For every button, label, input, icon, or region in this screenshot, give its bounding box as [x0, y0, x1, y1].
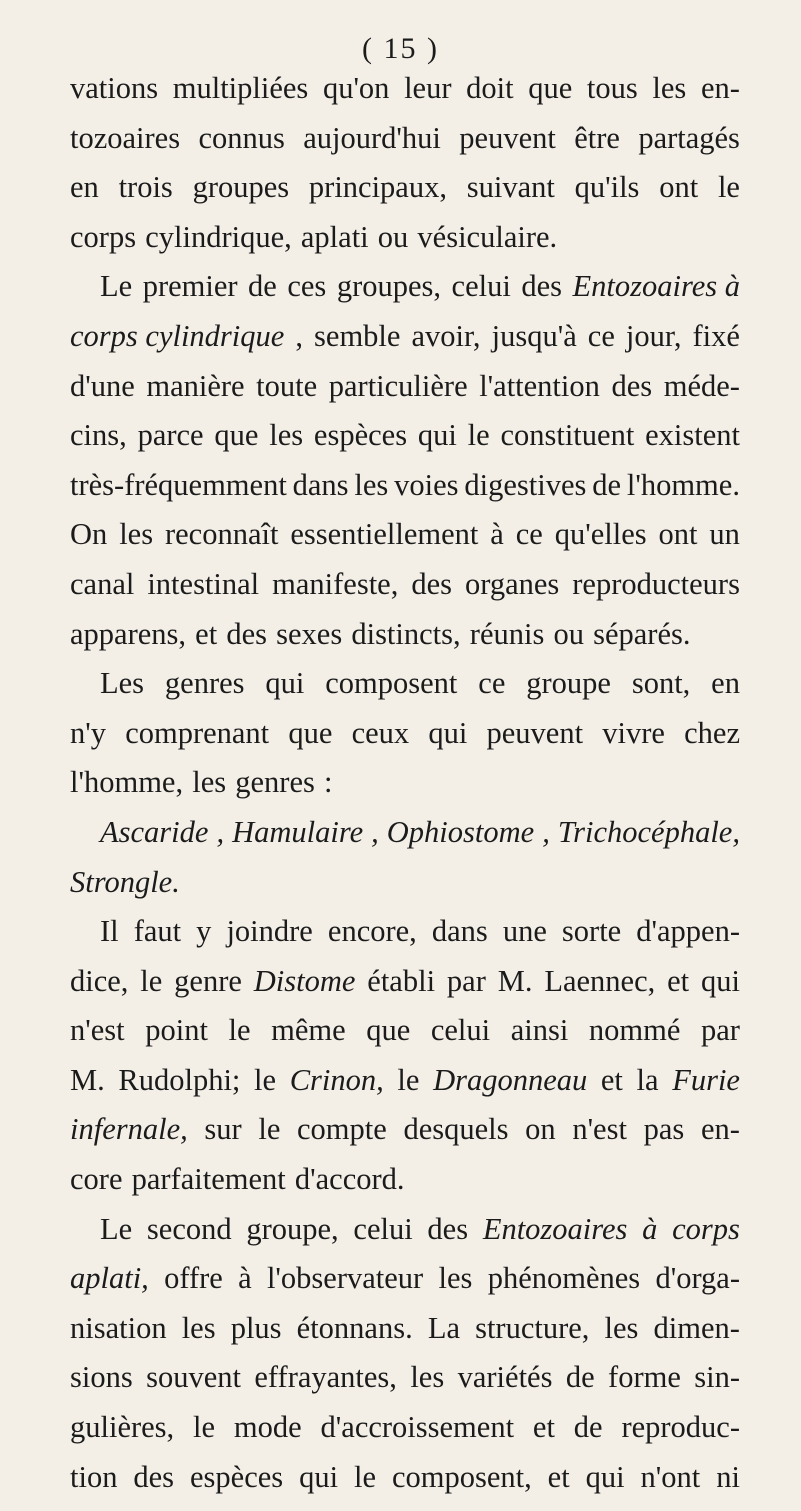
- word: ,: [295, 318, 303, 353]
- word: le: [397, 1062, 420, 1097]
- word: ou: [377, 219, 409, 254]
- word: sions: [70, 1360, 133, 1395]
- word: de: [573, 1410, 603, 1445]
- word: n'y: [70, 715, 106, 750]
- word: vations: [70, 71, 159, 105]
- word: qui: [700, 963, 740, 998]
- word: qui: [265, 666, 305, 701]
- text-line: [70, 411, 740, 461]
- word: les: [604, 1310, 639, 1345]
- word: un: [709, 517, 740, 552]
- word: très-fréquemment: [70, 467, 287, 502]
- word: Les: [100, 666, 145, 701]
- word: celui: [451, 269, 511, 304]
- word: partagés: [638, 120, 740, 155]
- word: Ophiostome: [386, 814, 535, 849]
- text-line: [70, 64, 740, 114]
- word: gulières,: [70, 1410, 175, 1445]
- word: essentiellement: [290, 517, 479, 552]
- word: cins,: [70, 418, 127, 453]
- word: phénomènes: [487, 1261, 641, 1296]
- word: être: [574, 120, 620, 155]
- word: ,: [216, 814, 225, 849]
- word: d'orga-: [655, 1261, 740, 1296]
- word: corps: [672, 1211, 740, 1246]
- word: sorte: [561, 914, 622, 949]
- word: groupes,: [336, 269, 442, 304]
- word: forme: [608, 1360, 681, 1395]
- text-line: [70, 560, 740, 610]
- word: et: [532, 1410, 555, 1445]
- word: canal: [70, 566, 135, 601]
- text-line: [70, 907, 740, 957]
- word: vivre: [602, 715, 665, 750]
- word: d'accord.: [294, 1162, 405, 1197]
- word: espèces: [190, 1459, 284, 1494]
- word: Rudolphi;: [118, 1062, 241, 1097]
- word: M.: [70, 1062, 105, 1097]
- word: séparés.: [593, 616, 691, 651]
- word: existent: [645, 418, 740, 453]
- word: trois: [118, 170, 173, 205]
- word: genres: [164, 666, 245, 701]
- word: des: [427, 1211, 469, 1246]
- word: d'une: [70, 368, 135, 403]
- word: d'appen-: [636, 914, 740, 949]
- word: pas: [643, 1112, 685, 1147]
- word: le: [193, 1410, 216, 1445]
- word: dans: [292, 467, 349, 502]
- word: On: [70, 517, 108, 552]
- text-line: [70, 312, 740, 362]
- word: les: [119, 517, 154, 552]
- text-line: [70, 758, 740, 808]
- word: le: [228, 1013, 251, 1048]
- word: jusqu'à: [491, 318, 577, 353]
- word: :: [324, 765, 333, 800]
- word: parfaitement: [131, 1162, 286, 1197]
- word: cylindrique,: [145, 219, 292, 254]
- word: manifeste,: [272, 566, 399, 601]
- word: les: [192, 765, 227, 800]
- text-line: [70, 163, 740, 213]
- word: à: [642, 1211, 658, 1246]
- word: l'observateur: [266, 1261, 424, 1296]
- word: en-: [700, 1112, 740, 1147]
- text-line: [70, 709, 740, 759]
- word: dimen-: [653, 1310, 740, 1345]
- word: des: [226, 616, 267, 651]
- word: dice,: [70, 963, 129, 998]
- word: le: [354, 1459, 377, 1494]
- word: celui: [353, 1211, 413, 1246]
- word: suivant: [466, 170, 555, 205]
- word: et: [195, 616, 218, 651]
- word: tion: [70, 1459, 118, 1494]
- word: le: [140, 963, 163, 998]
- word: sexes: [276, 616, 343, 651]
- word: sur: [204, 1112, 242, 1147]
- word: le: [254, 1062, 277, 1097]
- word: avoir,: [411, 318, 481, 353]
- word: La: [427, 1310, 460, 1345]
- word: Distome: [253, 963, 356, 998]
- word: espèces: [313, 418, 408, 453]
- text-line: [70, 1254, 740, 1304]
- word: qu'on: [322, 71, 390, 105]
- word: ce: [587, 318, 615, 353]
- word: on: [525, 1112, 556, 1147]
- text-line: [70, 659, 740, 709]
- word: les: [438, 1261, 473, 1296]
- word: intestinal: [147, 566, 260, 601]
- word: variétés: [457, 1360, 553, 1395]
- word: l'homme,: [70, 765, 184, 800]
- word: connus: [198, 120, 285, 155]
- word: reproduc-: [621, 1410, 740, 1445]
- word: les: [269, 418, 304, 453]
- word: Entozoaires: [482, 1211, 628, 1246]
- word: n'est: [70, 1013, 125, 1048]
- word: le: [467, 418, 490, 453]
- word: l'attention: [479, 368, 600, 403]
- text-line: [70, 1453, 740, 1503]
- word: ont: [658, 517, 698, 552]
- word: et: [667, 963, 690, 998]
- word: en: [711, 666, 740, 701]
- word: établi: [367, 963, 436, 998]
- word: les: [652, 71, 687, 105]
- text-line: [70, 1105, 740, 1155]
- word: effrayantes,: [254, 1360, 397, 1395]
- word: d'accroissement: [320, 1410, 515, 1445]
- word: aplati,: [70, 1261, 149, 1296]
- word: et: [547, 1459, 570, 1494]
- word: premier: [142, 269, 238, 304]
- word: Le: [100, 1211, 133, 1246]
- word: les: [181, 1310, 216, 1345]
- text-line: [70, 461, 740, 511]
- word: des: [521, 269, 563, 304]
- word: plus: [230, 1310, 282, 1345]
- word: reconnaît: [164, 517, 279, 552]
- word: point: [145, 1013, 208, 1048]
- word: réunis: [469, 616, 545, 651]
- text-line: [70, 1353, 740, 1403]
- word: ainsi: [510, 1013, 569, 1048]
- word: faut: [133, 914, 182, 949]
- word: tozoaires: [70, 120, 181, 155]
- word: toute: [256, 368, 318, 403]
- word: structure,: [475, 1310, 590, 1345]
- word: qui: [299, 1459, 339, 1494]
- word: genres: [235, 765, 315, 800]
- word: même: [271, 1013, 346, 1048]
- text-line: [70, 1056, 740, 1106]
- word: des: [133, 1459, 175, 1494]
- word: Dragonneau: [433, 1062, 588, 1097]
- word: peuvent: [459, 120, 556, 155]
- word: le: [717, 170, 740, 205]
- word: apparens,: [70, 616, 187, 651]
- word: composent: [325, 666, 458, 701]
- word: chez: [684, 715, 740, 750]
- word: semble: [314, 318, 401, 353]
- page-number: ( 15 ): [362, 32, 439, 65]
- word: les: [410, 1360, 445, 1395]
- word: groupe: [526, 666, 611, 701]
- word: Il: [100, 914, 119, 949]
- word: n'est: [572, 1112, 627, 1147]
- word: Hamulaire: [232, 814, 364, 849]
- word: fixé: [692, 318, 740, 353]
- word: ceux: [351, 715, 410, 750]
- word: comprenant: [125, 715, 270, 750]
- word: que: [288, 715, 333, 750]
- text-line: [70, 1006, 740, 1056]
- body-text: [70, 64, 740, 1502]
- word: souvent: [146, 1360, 241, 1395]
- word: Crinon,: [289, 1062, 384, 1097]
- word: nisation: [70, 1310, 167, 1345]
- word: dans: [431, 914, 488, 949]
- word: joindre: [226, 914, 313, 949]
- word: voies: [394, 467, 459, 502]
- word: Entozoaires à: [572, 269, 740, 304]
- word: que: [366, 1013, 411, 1048]
- word: que: [214, 418, 259, 453]
- word: nommé: [588, 1013, 681, 1048]
- word: ,: [542, 814, 550, 849]
- word: de: [565, 1360, 595, 1395]
- word: M.: [497, 963, 533, 998]
- word: digestives: [464, 467, 587, 502]
- word: une: [502, 914, 547, 949]
- word: multipliées: [172, 71, 309, 105]
- word: à: [238, 1261, 252, 1296]
- word: sont,: [631, 666, 691, 701]
- word: reproducteurs: [572, 566, 740, 601]
- word: de: [592, 467, 622, 502]
- word: qu'elles: [554, 517, 647, 552]
- word: aplati: [300, 219, 369, 254]
- word: aujourd'hui: [303, 120, 441, 155]
- text-line: [70, 808, 740, 858]
- word: composent,: [391, 1459, 532, 1494]
- word: organes: [464, 566, 560, 601]
- text-line: [70, 1403, 740, 1453]
- word: Ascaride: [100, 814, 209, 849]
- word: mode: [233, 1410, 302, 1445]
- word: Laennec,: [544, 963, 656, 998]
- word: desquels: [403, 1112, 509, 1147]
- word: groupe,: [246, 1211, 339, 1246]
- word: jour,: [625, 318, 682, 353]
- word: parce: [137, 418, 204, 453]
- word: offre: [164, 1261, 223, 1296]
- text-line: [70, 262, 740, 312]
- text-line: [70, 114, 740, 164]
- word: l'homme.: [626, 467, 740, 502]
- word: méde-: [663, 368, 740, 403]
- word: en-: [700, 71, 740, 105]
- text-line: [70, 213, 740, 263]
- word: leur: [404, 71, 452, 105]
- word: la: [636, 1062, 659, 1097]
- word: encore,: [327, 914, 417, 949]
- text-line: [70, 510, 740, 560]
- word: second: [146, 1211, 232, 1246]
- word: Strongle.: [70, 864, 180, 899]
- word: corps cylindrique: [70, 318, 285, 353]
- word: particulière: [328, 368, 468, 403]
- word: ou: [553, 616, 584, 651]
- word: les: [354, 467, 389, 502]
- word: corps: [70, 219, 137, 254]
- word: n'ont: [640, 1459, 701, 1494]
- word: ce: [478, 666, 506, 701]
- word: qu'ils: [574, 170, 640, 205]
- word: vésiculaire.: [417, 219, 558, 254]
- text-line: [70, 858, 740, 908]
- word: principaux,: [308, 170, 447, 205]
- text-line: [70, 610, 740, 660]
- word: ni: [716, 1459, 740, 1494]
- text-line: [70, 1155, 740, 1205]
- word: genre: [174, 963, 242, 998]
- word: tous: [586, 71, 638, 105]
- word: par: [700, 1013, 740, 1048]
- word: par: [446, 963, 486, 998]
- word: à: [490, 517, 504, 552]
- text-line: [70, 957, 740, 1007]
- word: étonnans.: [296, 1310, 413, 1345]
- word: distincts,: [351, 616, 461, 651]
- word: Le: [100, 269, 133, 304]
- word: infernale,: [70, 1112, 188, 1147]
- word: qui: [428, 715, 468, 750]
- text-line: [70, 1304, 740, 1354]
- word: compte: [297, 1112, 387, 1147]
- word: Furie: [672, 1062, 740, 1097]
- text-line: [70, 1205, 740, 1255]
- word: groupes: [192, 170, 290, 205]
- word: y: [196, 914, 212, 949]
- word: le: [258, 1112, 281, 1147]
- word: et: [600, 1062, 623, 1097]
- word: doit: [466, 71, 514, 105]
- word: des: [411, 566, 452, 601]
- word: ce: [515, 517, 543, 552]
- word: Trichocéphale,: [557, 814, 740, 849]
- word: qui: [417, 418, 457, 453]
- word: constituent: [500, 418, 635, 453]
- word: qui: [585, 1459, 625, 1494]
- word: celui: [430, 1013, 491, 1048]
- word: des: [611, 368, 653, 403]
- word: peuvent: [486, 715, 584, 750]
- word: ces: [287, 269, 327, 304]
- word: core: [70, 1162, 123, 1197]
- word: en: [70, 170, 99, 205]
- word: manière: [146, 368, 245, 403]
- word: de: [248, 269, 277, 304]
- word: que: [528, 71, 573, 105]
- word: sin-: [694, 1360, 740, 1395]
- word: ,: [371, 814, 379, 849]
- text-line: [70, 362, 740, 412]
- word: ont: [659, 170, 699, 205]
